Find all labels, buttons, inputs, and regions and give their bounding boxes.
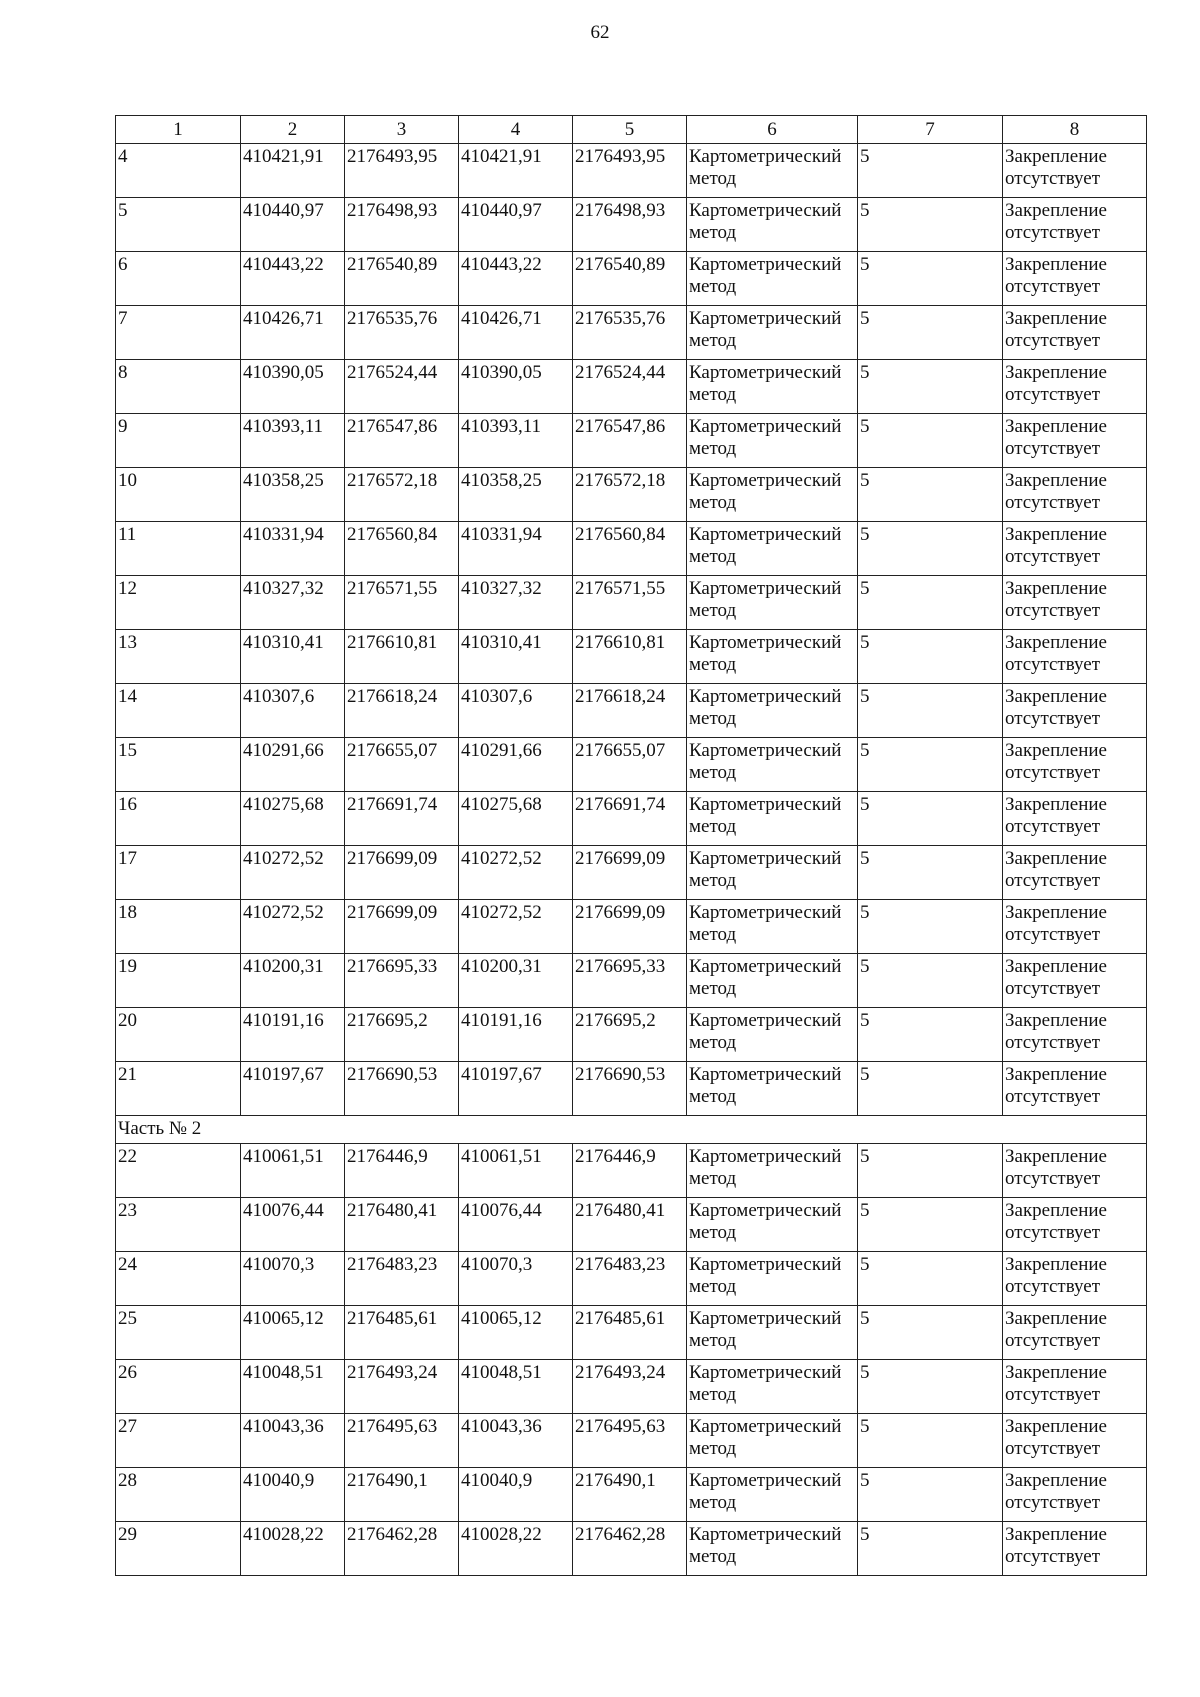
y-coordinate-cell: 2176547,86 [345,414,459,468]
point-number-cell: 19 [116,954,241,1008]
x-coordinate-cell: 410200,31 [459,954,573,1008]
x-coordinate-cell: 410393,11 [459,414,573,468]
y-coordinate-cell: 2176485,61 [573,1306,687,1360]
table-row [116,1468,1147,1522]
x-coordinate-cell: 410275,68 [241,792,345,846]
point-number-cell: 25 [116,1306,241,1360]
method-cell: Картометрический метод [687,144,858,198]
y-coordinate-cell: 2176485,61 [345,1306,459,1360]
method-cell: Картометрический метод [687,738,858,792]
x-coordinate-cell: 410443,22 [459,252,573,306]
x-coordinate-cell: 410390,05 [459,360,573,414]
table-row [116,1062,1147,1116]
method-cell: Картометрический метод [687,1306,858,1360]
method-cell: Картометрический метод [687,684,858,738]
y-coordinate-cell: 2176560,84 [345,522,459,576]
x-coordinate-cell: 410061,51 [241,1144,345,1198]
table-row [116,954,1147,1008]
y-coordinate-cell: 2176498,93 [345,198,459,252]
y-coordinate-cell: 2176540,89 [345,252,459,306]
method-cell: Картометрический метод [687,1522,858,1576]
fixing-cell: Закрепление отсутствует [1003,1360,1147,1414]
x-coordinate-cell: 410272,52 [241,846,345,900]
y-coordinate-cell: 2176695,33 [573,954,687,1008]
table-row [116,252,1147,306]
x-coordinate-cell: 410421,91 [241,144,345,198]
x-coordinate-cell: 410331,94 [241,522,345,576]
fixing-cell: Закрепление отсутствует [1003,1008,1147,1062]
point-number-cell: 20 [116,1008,241,1062]
y-coordinate-cell: 2176493,24 [573,1360,687,1414]
table-row [116,684,1147,738]
point-number-cell: 11 [116,522,241,576]
x-coordinate-cell: 410040,9 [459,1468,573,1522]
table-row [116,1360,1147,1414]
accuracy-cell: 5 [858,576,1003,630]
table-row [116,1198,1147,1252]
x-coordinate-cell: 410076,44 [241,1198,345,1252]
y-coordinate-cell: 2176540,89 [573,252,687,306]
method-cell: Картометрический метод [687,1062,858,1116]
point-number-cell: 8 [116,360,241,414]
x-coordinate-cell: 410272,52 [459,900,573,954]
x-coordinate-cell: 410197,67 [241,1062,345,1116]
point-number-cell: 14 [116,684,241,738]
point-number-cell: 18 [116,900,241,954]
header-cell: 4 [459,116,573,144]
x-coordinate-cell: 410426,71 [459,306,573,360]
point-number-cell: 26 [116,1360,241,1414]
x-coordinate-cell: 410048,51 [241,1360,345,1414]
y-coordinate-cell: 2176610,81 [573,630,687,684]
y-coordinate-cell: 2176493,95 [345,144,459,198]
point-number-cell: 6 [116,252,241,306]
table-row [116,630,1147,684]
point-number-cell: 5 [116,198,241,252]
header-cell: 8 [1003,116,1147,144]
x-coordinate-cell: 410393,11 [241,414,345,468]
x-coordinate-cell: 410310,41 [459,630,573,684]
point-number-cell: 16 [116,792,241,846]
page-number: 62 [590,22,610,43]
fixing-cell: Закрепление отсутствует [1003,306,1147,360]
accuracy-cell: 5 [858,1306,1003,1360]
y-coordinate-cell: 2176490,1 [345,1468,459,1522]
header-cell: 5 [573,116,687,144]
y-coordinate-cell: 2176695,2 [345,1008,459,1062]
y-coordinate-cell: 2176699,09 [345,900,459,954]
x-coordinate-cell: 410197,67 [459,1062,573,1116]
accuracy-cell: 5 [858,1252,1003,1306]
accuracy-cell: 5 [858,738,1003,792]
y-coordinate-cell: 2176572,18 [573,468,687,522]
table-row [116,1414,1147,1468]
y-coordinate-cell: 2176699,09 [573,846,687,900]
point-number-cell: 17 [116,846,241,900]
y-coordinate-cell: 2176524,44 [345,360,459,414]
table-row [116,1306,1147,1360]
point-number-cell: 4 [116,144,241,198]
y-coordinate-cell: 2176610,81 [345,630,459,684]
point-number-cell: 10 [116,468,241,522]
method-cell: Картометрический метод [687,1360,858,1414]
fixing-cell: Закрепление отсутствует [1003,522,1147,576]
y-coordinate-cell: 2176695,33 [345,954,459,1008]
accuracy-cell: 5 [858,144,1003,198]
x-coordinate-cell: 410310,41 [241,630,345,684]
header-cell: 3 [345,116,459,144]
method-cell: Картометрический метод [687,1414,858,1468]
fixing-cell: Закрепление отсутствует [1003,1468,1147,1522]
x-coordinate-cell: 410028,22 [241,1522,345,1576]
y-coordinate-cell: 2176618,24 [345,684,459,738]
fixing-cell: Закрепление отсутствует [1003,198,1147,252]
table-row [116,144,1147,198]
table-row [116,792,1147,846]
table-row [116,738,1147,792]
x-coordinate-cell: 410331,94 [459,522,573,576]
method-cell: Картометрический метод [687,198,858,252]
y-coordinate-cell: 2176690,53 [573,1062,687,1116]
point-number-cell: 7 [116,306,241,360]
table-row [116,522,1147,576]
table-row [116,414,1147,468]
method-cell: Картометрический метод [687,1198,858,1252]
x-coordinate-cell: 410327,32 [459,576,573,630]
x-coordinate-cell: 410440,97 [241,198,345,252]
accuracy-cell: 5 [858,1468,1003,1522]
x-coordinate-cell: 410043,36 [241,1414,345,1468]
method-cell: Картометрический метод [687,252,858,306]
fixing-cell: Закрепление отсутствует [1003,954,1147,1008]
method-cell: Картометрический метод [687,1008,858,1062]
accuracy-cell: 5 [858,252,1003,306]
table-row [116,1252,1147,1306]
point-number-cell: 23 [116,1198,241,1252]
x-coordinate-cell: 410070,3 [459,1252,573,1306]
point-number-cell: 13 [116,630,241,684]
x-coordinate-cell: 410272,52 [241,900,345,954]
point-number-cell: 27 [116,1414,241,1468]
x-coordinate-cell: 410076,44 [459,1198,573,1252]
y-coordinate-cell: 2176446,9 [573,1144,687,1198]
x-coordinate-cell: 410358,25 [241,468,345,522]
fixing-cell: Закрепление отсутствует [1003,252,1147,306]
y-coordinate-cell: 2176490,1 [573,1468,687,1522]
x-coordinate-cell: 410421,91 [459,144,573,198]
fixing-cell: Закрепление отсутствует [1003,576,1147,630]
fixing-cell: Закрепление отсутствует [1003,414,1147,468]
x-coordinate-cell: 410040,9 [241,1468,345,1522]
method-cell: Картометрический метод [687,900,858,954]
header-cell: 2 [241,116,345,144]
y-coordinate-cell: 2176572,18 [345,468,459,522]
accuracy-cell: 5 [858,1522,1003,1576]
accuracy-cell: 5 [858,1360,1003,1414]
y-coordinate-cell: 2176547,86 [573,414,687,468]
x-coordinate-cell: 410327,32 [241,576,345,630]
y-coordinate-cell: 2176560,84 [573,522,687,576]
x-coordinate-cell: 410048,51 [459,1360,573,1414]
y-coordinate-cell: 2176695,2 [573,1008,687,1062]
accuracy-cell: 5 [858,846,1003,900]
y-coordinate-cell: 2176691,74 [573,792,687,846]
point-number-cell: 21 [116,1062,241,1116]
accuracy-cell: 5 [858,630,1003,684]
accuracy-cell: 5 [858,1198,1003,1252]
fixing-cell: Закрепление отсутствует [1003,360,1147,414]
y-coordinate-cell: 2176495,63 [573,1414,687,1468]
y-coordinate-cell: 2176462,28 [573,1522,687,1576]
x-coordinate-cell: 410065,12 [241,1306,345,1360]
x-coordinate-cell: 410443,22 [241,252,345,306]
accuracy-cell: 5 [858,468,1003,522]
method-cell: Картометрический метод [687,576,858,630]
y-coordinate-cell: 2176495,63 [345,1414,459,1468]
fixing-cell: Закрепление отсутствует [1003,900,1147,954]
method-cell: Картометрический метод [687,414,858,468]
point-number-cell: 12 [116,576,241,630]
header-cell: 7 [858,116,1003,144]
x-coordinate-cell: 410065,12 [459,1306,573,1360]
table-row [116,576,1147,630]
y-coordinate-cell: 2176483,23 [573,1252,687,1306]
x-coordinate-cell: 410426,71 [241,306,345,360]
method-cell: Картометрический метод [687,954,858,1008]
y-coordinate-cell: 2176493,24 [345,1360,459,1414]
point-number-cell: 24 [116,1252,241,1306]
table-row [116,1144,1147,1198]
x-coordinate-cell: 410043,36 [459,1414,573,1468]
point-number-cell: 9 [116,414,241,468]
point-number-cell: 22 [116,1144,241,1198]
y-coordinate-cell: 2176571,55 [345,576,459,630]
method-cell: Картометрический метод [687,1144,858,1198]
x-coordinate-cell: 410028,22 [459,1522,573,1576]
accuracy-cell: 5 [858,900,1003,954]
fixing-cell: Закрепление отсутствует [1003,144,1147,198]
table-row [116,306,1147,360]
x-coordinate-cell: 410061,51 [459,1144,573,1198]
x-coordinate-cell: 410291,66 [459,738,573,792]
method-cell: Картометрический метод [687,792,858,846]
y-coordinate-cell: 2176699,09 [345,846,459,900]
y-coordinate-cell: 2176655,07 [573,738,687,792]
method-cell: Картометрический метод [687,468,858,522]
point-number-cell: 15 [116,738,241,792]
part-row [116,1116,1147,1144]
y-coordinate-cell: 2176462,28 [345,1522,459,1576]
table-row [116,198,1147,252]
accuracy-cell: 5 [858,198,1003,252]
x-coordinate-cell: 410191,16 [241,1008,345,1062]
fixing-cell: Закрепление отсутствует [1003,792,1147,846]
y-coordinate-cell: 2176480,41 [345,1198,459,1252]
fixing-cell: Закрепление отсутствует [1003,630,1147,684]
accuracy-cell: 5 [858,1062,1003,1116]
y-coordinate-cell: 2176691,74 [345,792,459,846]
y-coordinate-cell: 2176535,76 [345,306,459,360]
method-cell: Картометрический метод [687,306,858,360]
table-row [116,1008,1147,1062]
y-coordinate-cell: 2176655,07 [345,738,459,792]
header-cell: 1 [116,116,241,144]
fixing-cell: Закрепление отсутствует [1003,846,1147,900]
accuracy-cell: 5 [858,522,1003,576]
method-cell: Картометрический метод [687,1252,858,1306]
x-coordinate-cell: 410275,68 [459,792,573,846]
coordinates-table [115,115,1147,1576]
x-coordinate-cell: 410191,16 [459,1008,573,1062]
x-coordinate-cell: 410200,31 [241,954,345,1008]
x-coordinate-cell: 410440,97 [459,198,573,252]
x-coordinate-cell: 410272,52 [459,846,573,900]
table-row [116,1522,1147,1576]
y-coordinate-cell: 2176699,09 [573,900,687,954]
x-coordinate-cell: 410358,25 [459,468,573,522]
accuracy-cell: 5 [858,792,1003,846]
fixing-cell: Закрепление отсутствует [1003,1062,1147,1116]
table-row [116,360,1147,414]
accuracy-cell: 5 [858,306,1003,360]
accuracy-cell: 5 [858,954,1003,1008]
y-coordinate-cell: 2176493,95 [573,144,687,198]
table-row [116,468,1147,522]
accuracy-cell: 5 [858,1414,1003,1468]
method-cell: Картометрический метод [687,630,858,684]
fixing-cell: Закрепление отсутствует [1003,468,1147,522]
fixing-cell: Закрепление отсутствует [1003,1144,1147,1198]
method-cell: Картометрический метод [687,1468,858,1522]
y-coordinate-cell: 2176690,53 [345,1062,459,1116]
x-coordinate-cell: 410070,3 [241,1252,345,1306]
part-label: Часть № 2 [116,1116,1147,1144]
fixing-cell: Закрепление отсутствует [1003,1252,1147,1306]
y-coordinate-cell: 2176483,23 [345,1252,459,1306]
y-coordinate-cell: 2176446,9 [345,1144,459,1198]
accuracy-cell: 5 [858,414,1003,468]
y-coordinate-cell: 2176524,44 [573,360,687,414]
y-coordinate-cell: 2176571,55 [573,576,687,630]
fixing-cell: Закрепление отсутствует [1003,738,1147,792]
header-row [116,116,1147,144]
fixing-cell: Закрепление отсутствует [1003,684,1147,738]
accuracy-cell: 5 [858,1144,1003,1198]
fixing-cell: Закрепление отсутствует [1003,1198,1147,1252]
table-row [116,900,1147,954]
point-number-cell: 28 [116,1468,241,1522]
x-coordinate-cell: 410390,05 [241,360,345,414]
accuracy-cell: 5 [858,360,1003,414]
y-coordinate-cell: 2176618,24 [573,684,687,738]
y-coordinate-cell: 2176480,41 [573,1198,687,1252]
x-coordinate-cell: 410307,6 [459,684,573,738]
fixing-cell: Закрепление отсутствует [1003,1522,1147,1576]
method-cell: Картометрический метод [687,846,858,900]
table-row [116,846,1147,900]
fixing-cell: Закрепление отсутствует [1003,1306,1147,1360]
accuracy-cell: 5 [858,1008,1003,1062]
fixing-cell: Закрепление отсутствует [1003,1414,1147,1468]
method-cell: Картометрический метод [687,522,858,576]
x-coordinate-cell: 410307,6 [241,684,345,738]
x-coordinate-cell: 410291,66 [241,738,345,792]
accuracy-cell: 5 [858,684,1003,738]
y-coordinate-cell: 2176535,76 [573,306,687,360]
point-number-cell: 29 [116,1522,241,1576]
y-coordinate-cell: 2176498,93 [573,198,687,252]
method-cell: Картометрический метод [687,360,858,414]
header-cell: 6 [687,116,858,144]
